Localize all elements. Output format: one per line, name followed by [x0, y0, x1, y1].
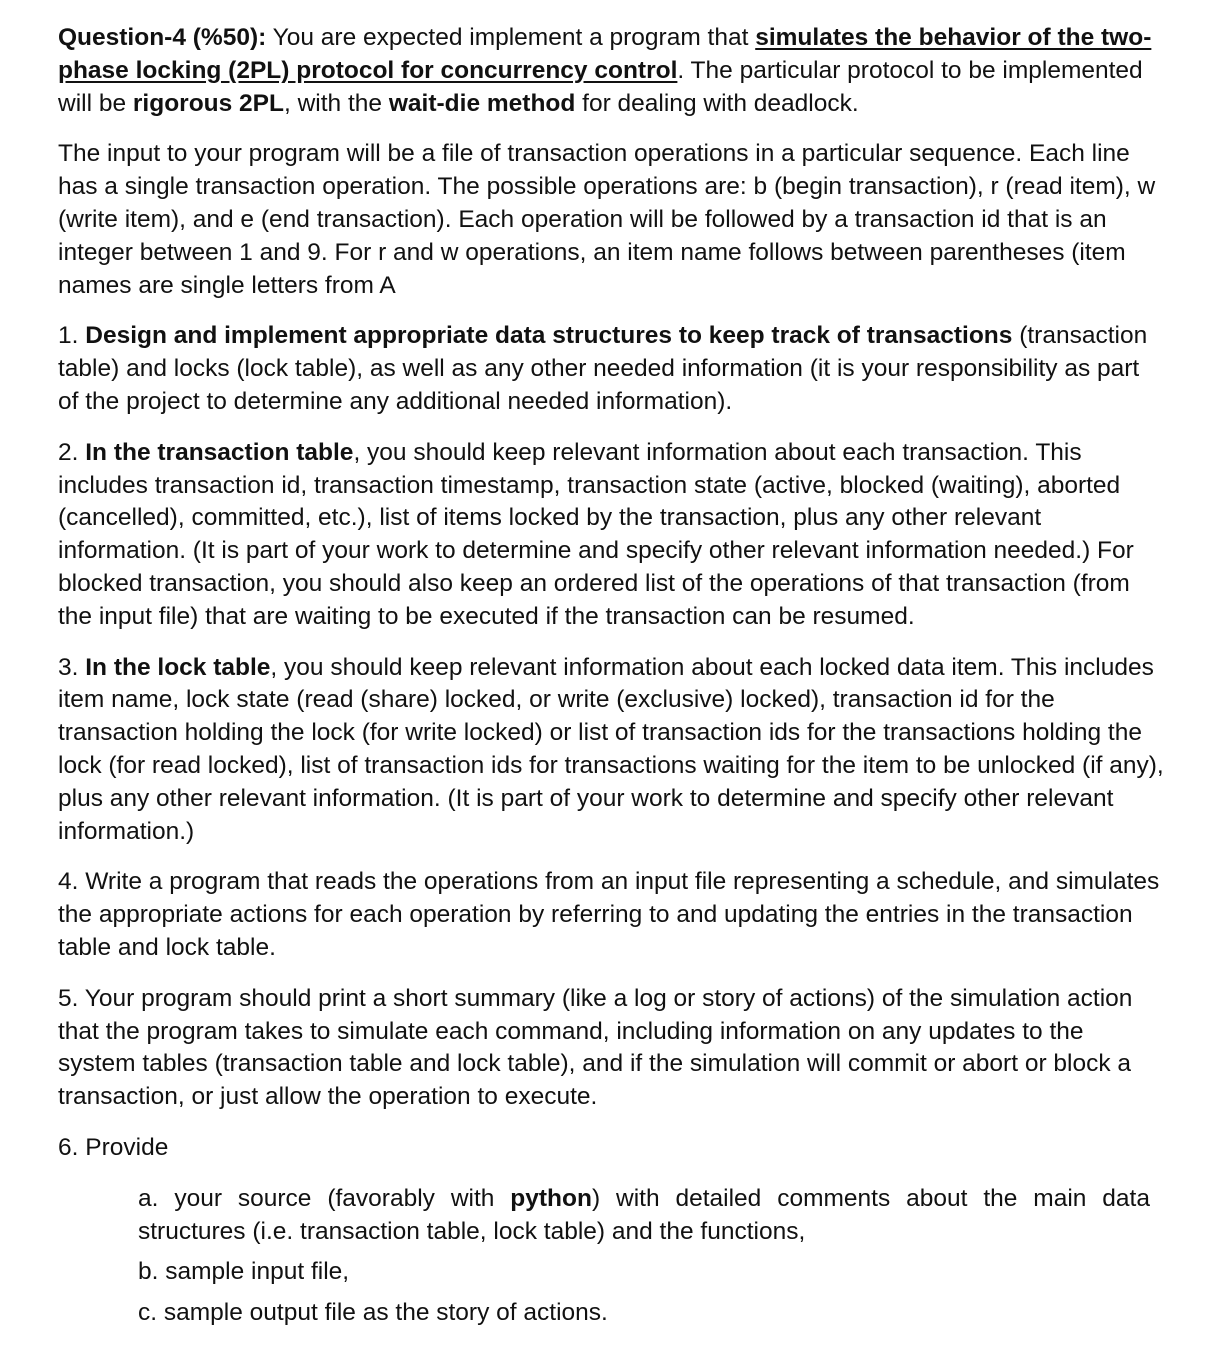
deliverable-text: ) with detailed comments about the main data structures (i.e. transaction table, lock table) and the functions, [138, 1184, 1150, 1245]
list-item-number: 3. [58, 653, 86, 681]
intro-text-3: , with the [284, 89, 389, 117]
list-item-2 [58, 437, 1166, 634]
intro-emphasis-rigorous: rigorous 2PL [132, 89, 284, 117]
list-item-emphasis: In the transaction table [85, 438, 354, 466]
question-intro [58, 22, 1166, 120]
list-item-text: (transaction table) and locks (lock table), as well as any other needed information (it is your responsibility as part of the project to determine any additional needed information). [58, 322, 1148, 415]
intro-text-4: for dealing with deadlock. [575, 89, 859, 117]
intro-emphasis-wait-die: wait-die method [388, 89, 576, 117]
deliverable-b [138, 1256, 1150, 1289]
list-item-emphasis: Design and implement appropriate data structures to keep track of transactions [85, 322, 1013, 350]
list-item-1 [58, 320, 1166, 418]
list-item-5 [58, 983, 1166, 1114]
list-item-emphasis: In the lock table [85, 653, 271, 681]
list-item-text: , you should keep relevant information about each transaction. This includes transaction id, transaction timestamp, transaction state (active, blocked (waiting), aborted (cancelled), committed, etc.), list of items locked by the transaction, plus any other relevant information. (It is part of your work to determine and specify other relevant information needed.) For blocked transaction, you should also keep an ordered list of the operations of that transaction (from the input file) that are waiting to be executed if the transaction can be resumed. [58, 438, 1134, 630]
intro-text-2: . The particular protocol to be implemented will be [58, 56, 1143, 117]
intro-text-1: You are expected implement a program that [266, 24, 756, 51]
list-item-6 [58, 1132, 1166, 1165]
deliverables-list [138, 1183, 1150, 1330]
deliverable-c [138, 1297, 1150, 1330]
list-item-text: Write a program that reads the operations from an input file representing a schedule, and simulates the appropriate actions for each operation by referring to and updating the entries in the transaction table and lock table. [58, 868, 1160, 961]
list-item-text: Your program should print a short summary (like a log or story of actions) of the simulation action that the program takes to simulate each command, including information on any updates to the system tables (transaction table and lock table), and if the simulation will commit or abort or block a transaction, or just allow the operation to execute. [58, 984, 1133, 1111]
deliverable-text: a. your source (favorably with [138, 1184, 511, 1212]
deliverable-emphasis: python [510, 1184, 592, 1212]
intro-emphasis-2pl: simulates the behavior of the two-phase locking (2PL) protocol for concurrency control [58, 24, 1152, 84]
list-item-number: 1. [58, 322, 86, 350]
list-item-number: 4. [58, 868, 86, 896]
list-item-text: Provide [85, 1133, 169, 1161]
question-label: Question-4 (%50): [58, 24, 267, 51]
list-item-3 [58, 652, 1166, 849]
list-item-4 [58, 866, 1166, 964]
list-item-number: 5. [58, 984, 85, 1012]
deliverable-a [138, 1183, 1150, 1249]
list-item-number: 6. [58, 1133, 86, 1161]
list-item-number: 2. [58, 438, 86, 466]
deliverable-text: b. sample input file, [138, 1258, 350, 1286]
deliverable-text: c. sample output file as the story of actions. [138, 1299, 608, 1327]
list-item-text: , you should keep relevant information about each locked data item. This includes item name, lock state (read (share) locked, or write (exclusive) locked), transaction id for the transaction holding the lock (for write locked) or list of transaction ids for the transactions holding the lock (for read locked), list of transaction ids for transactions waiting for the item to be unlocked (if any), plus any other relevant information. (It is part of your work to determine and specify other relevant information.) [58, 653, 1164, 845]
input-description: The input to your program will be a file of transaction operations in a particular sequence. Each line has a single transaction operation. The possible operations are: b (begin transaction), r (read item), w (write item), and e (end transaction). Each operation will be followed by a transaction id that is an integer between 1 and 9. For r and w operations, an item name follows between parentheses (item names are single letters from A [58, 140, 1156, 299]
